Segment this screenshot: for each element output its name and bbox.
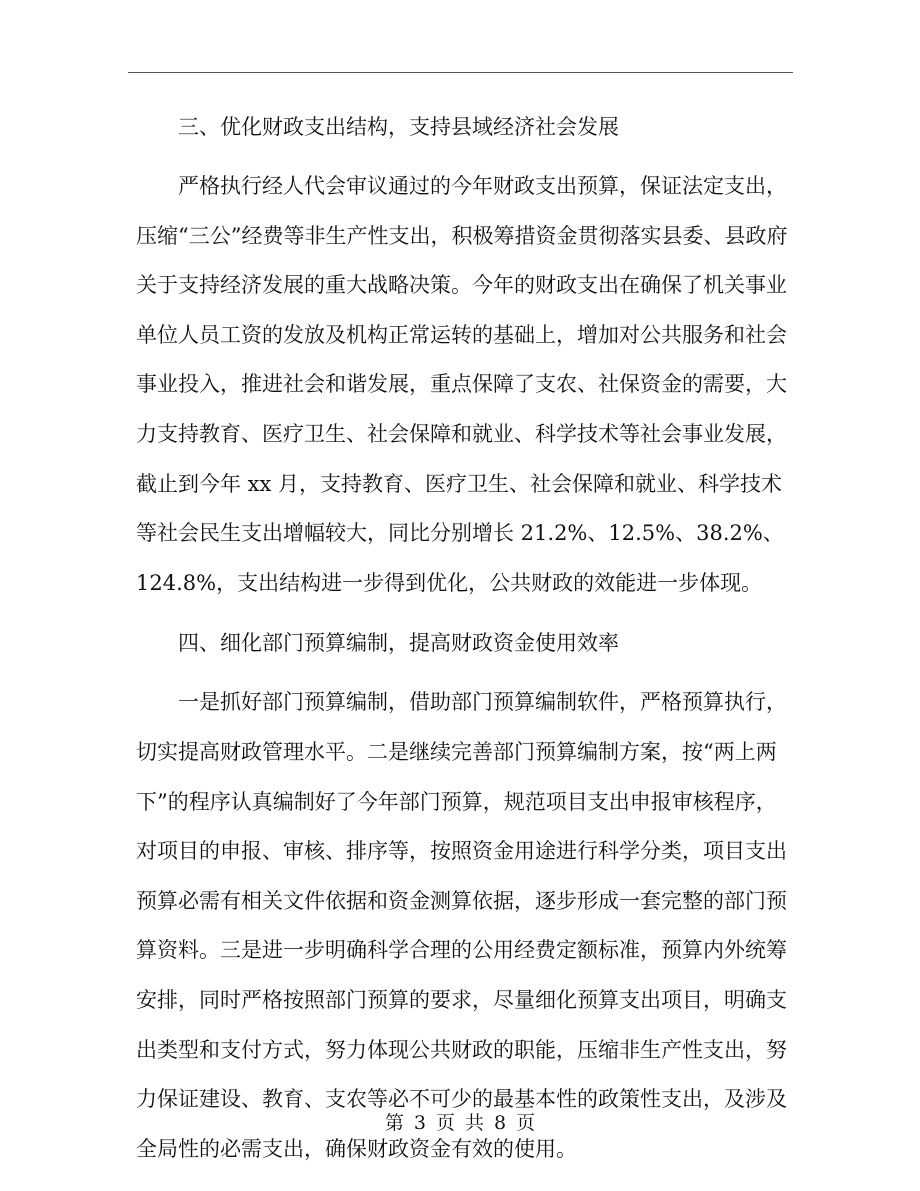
paragraph-line: 对项目的申报、审核、排序等，按照资金用途进行科学分类，项目支出 [136,839,787,864]
paragraph-line: 压缩“三公”经费等非生产性支出，积极筹措资金贯彻落实县委、县政府 [136,223,788,248]
paragraph-line: 力保证建设、教育、支农等必不可少的最基本性的政策性支出，及涉及 [136,1087,787,1112]
paragraph-line: 事业投入，推进社会和谐发展，重点保障了支农、社保资金的需要，大 [136,372,787,397]
paragraph-line: 下”的程序认真编制好了今年部门预算，规范项目支出申报审核程序， [136,789,777,814]
paragraph-line: 力支持教育、医疗卫生、社会保障和就业、科学技术等社会事业发展， [136,421,787,446]
page-number-footer: 第 3 页 共 8 页 [384,1112,536,1134]
paragraph-line: 关于支持经济发展的重大战略决策。今年的财政支出在确保了机关事业 [136,273,787,298]
paragraph-line: 切实提高财政管理水平。二是继续完善部门预算编制方案，按“两上两 [136,739,777,764]
section-heading-3: 三、优化财政支出结构，支持县域经济社会发展 [178,115,619,139]
section-heading-4: 四、细化部门预算编制，提高财政资金使用效率 [178,631,619,656]
paragraph-line: 预算必需有相关文件依据和资金测算依据，逐步形成一套完整的部门预 [136,888,787,913]
paragraph-line: 安排，同时严格按照部门预算的要求，尽量细化预算支出项目，明确支 [136,987,787,1012]
paragraph-line: 等社会民生支出增幅较大，同比分别增长 21.2%、12.5%、38.2%、 [136,521,784,546]
paragraph-line: 截止到今年 xx 月，支持教育、医疗卫生、社会保障和就业、科学技术 [136,471,783,496]
paragraph-line: 一是抓好部门预算编制，借助部门预算编制软件，严格预算执行， [178,690,787,715]
paragraph-line: 出类型和支付方式，努力体现公共财政的职能，压缩非生产性支出，努 [136,1037,787,1062]
paragraph-line: 124.8%，支出结构进一步得到优化，公共财政的效能进一步体现。 [136,570,763,595]
paragraph-line: 严格执行经人代会审议通过的今年财政支出预算，保证法定支出， [178,174,787,198]
header-rule [128,72,793,73]
paragraph-line: 全局性的必需支出，确保财政资金有效的使用。 [136,1136,577,1161]
paragraph-line: 单位人员工资的发放及机构正常运转的基础上，增加对公共服务和社会 [136,322,787,347]
paragraph-department-budget [136,678,793,1174]
document-body [136,102,793,1184]
paragraph-expenditure-structure [136,162,793,608]
paragraph-line: 算资料。三是进一步明确科学合理的公用经费定额标准，预算内外统筹 [136,938,787,963]
